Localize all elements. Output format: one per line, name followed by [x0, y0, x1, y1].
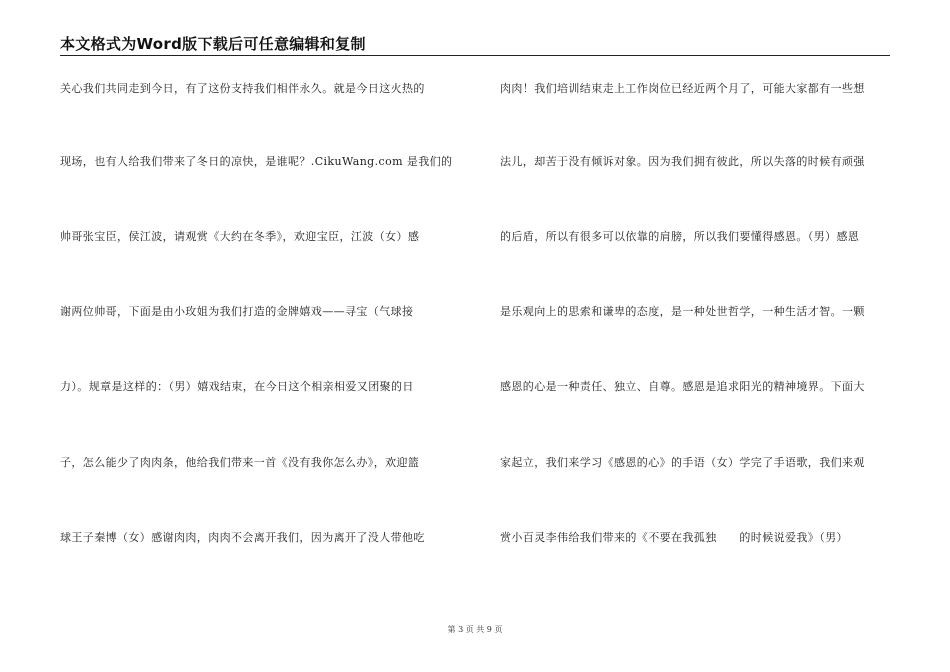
text-line: 是乐观向上的思索和谦卑的态度，是一种处世哲学，一种生活才智。一颗 [500, 305, 865, 318]
text-line: 家起立，我们来学习《感恩的心》的手语（女）学完了手语歌，我们来观 [500, 456, 865, 469]
header-divider [60, 55, 890, 56]
text-line: 球王子秦博（女）感谢肉肉，肉肉不会离开我们，因为离开了没人带他吃 [60, 531, 425, 544]
text-line: 赏小百灵李伟给我们带来的《不要在我孤独 的时候说爱我》（男） [500, 531, 848, 544]
page-number: 第 3 页 共 9 页 [447, 625, 503, 634]
text-line: 法儿，却苦于没有倾诉对象。因为我们拥有彼此，所以失落的时候有顽强 [500, 155, 865, 168]
text-line: 力）。规章是这样的：（男）嬉戏结束，在今日这个相亲相爱又团聚的日 [60, 380, 414, 393]
text-line: 感恩的心是一种责任、独立、自尊。感恩是追求阳光的精神境界。下面大 [500, 380, 865, 393]
text-line: 帅哥张宝臣，侯江波，请观赏《大约在冬季》，欢迎宝臣，江波（女）感 [60, 230, 420, 243]
text-line: 谢两位帅哥，下面是由小玫姐为我们打造的金牌嬉戏——寻宝（气球接 [60, 305, 414, 318]
text-line: 肉肉！我们培训结束走上工作岗位已经近两个月了，可能大家都有一些想 [500, 82, 865, 95]
text-line: 的后盾，所以有很多可以依靠的肩膀，所以我们要懂得感恩。（男）感恩 [500, 230, 860, 243]
text-line: 现场，也有人给我们带来了冬日的凉快，是谁呢？.CikuWang.com 是我们的 [60, 155, 453, 168]
text-line: 子，怎么能少了肉肉条，他给我们带来一首《没有我你怎么办》，欢迎篮 [60, 456, 420, 469]
text-line: 关心我们共同走到今日，有了这份支持我们相伴永久。就是今日这火热的 [60, 82, 425, 95]
document-title: 本文格式为Word版下载后可任意编辑和复制 [60, 35, 366, 53]
